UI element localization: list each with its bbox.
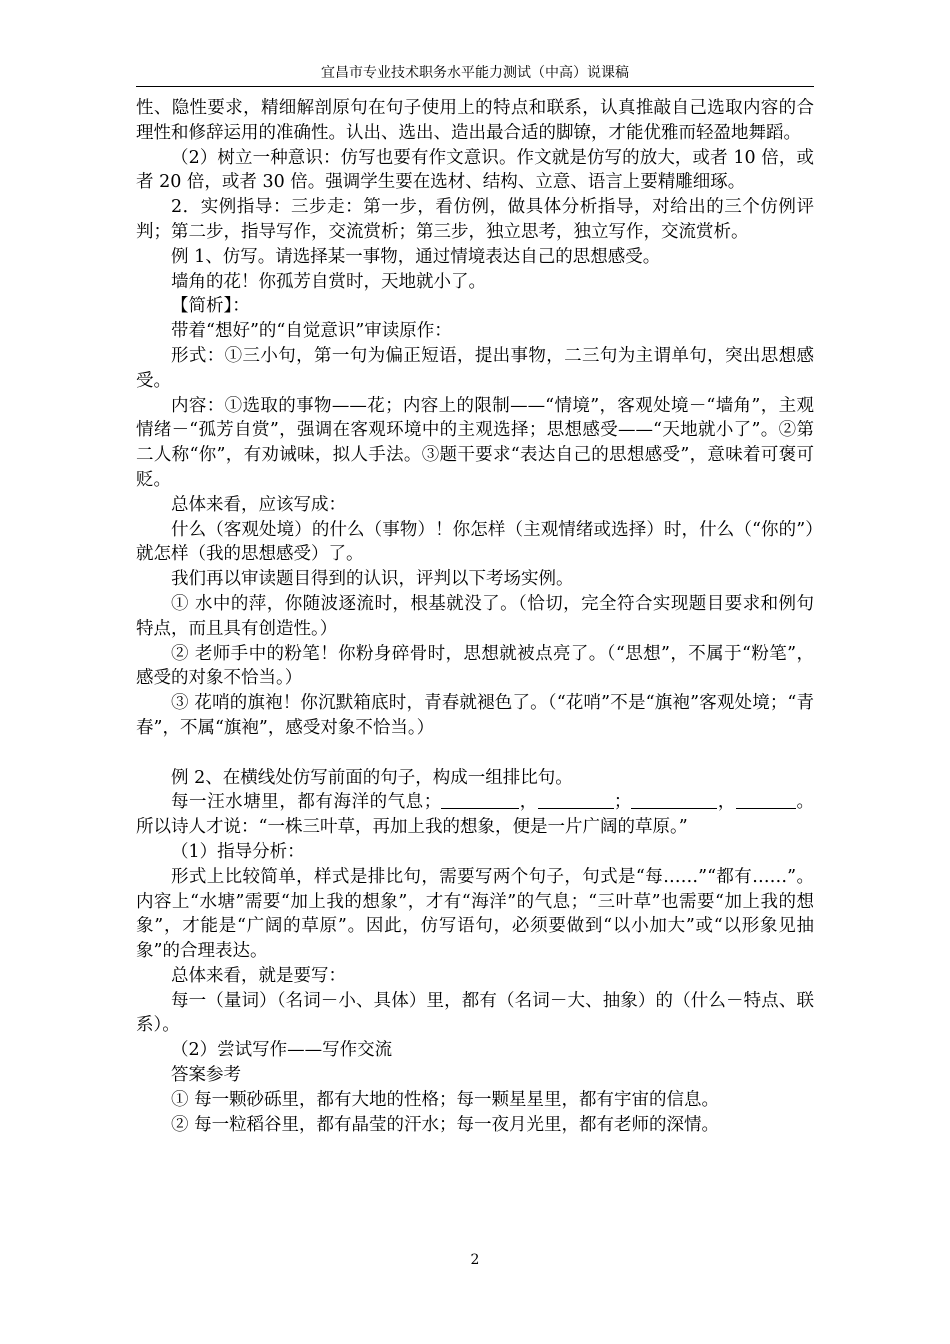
sentence-part: ；: [613, 792, 632, 813]
list-item: ② 老师手中的粉笔！你粉身碎骨时，思想就被点亮了。（“思想”，不属于“粉笔”，感受的对象不恰当。）: [136, 643, 814, 689]
paragraph: 带着“想好”的“自觉意识”审读原作：: [171, 321, 452, 342]
paragraph: 形式上比较简单，样式是排比句，需要写两个句子，句式是“每……”“都有……”。内容上“水塘”需要“加上我的想象”，才有“海洋”的气息；“三叶草”也需要“加上我的想象”，才能是“广阔的草原”。因此，仿写语句，必须要做到“以小加大”或“以形象见抽象”的合理表达。: [136, 866, 814, 962]
paragraph: 内容：①选取的事物——花；内容上的限制——“情境”，客观处境－“墙角”，主观情绪－“孤芳自赏”，强调在客观环境中的主观选择；思想感受——“天地就小了”。②第二人称“你”，有劝诫味，拟人手法。③题干要求“表达自己的思想感受”，意味着可褒可贬。: [136, 395, 814, 490]
example-1-sentence: 墙角的花！你孤芳自赏时，天地就小了。: [171, 271, 486, 292]
example-1-prompt: 例 1、仿写。请选择某一事物，通过情境表达自己的思想感受。: [171, 246, 661, 267]
paragraph: （1）指导分析：: [171, 841, 305, 862]
paragraph: 答案参考: [171, 1065, 241, 1086]
fill-blank: [736, 790, 796, 809]
page-number: 2: [470, 1252, 480, 1268]
sentence-part: ，: [519, 792, 538, 813]
example-2-prompt: 例 2、在横线处仿写前面的句子，构成一组排比句。: [171, 767, 573, 788]
paragraph: 每一（量词）（名词－小、具体）里，都有（名词－大、抽象）的（什么－特点、联系）。: [136, 990, 814, 1036]
example-2-sentence: [136, 790, 814, 840]
analysis-heading: 【简析】：: [171, 296, 250, 317]
list-item: ③ 花哨的旗袍！你沉默箱底时，青春就褪色了。（“花哨”不是“旗袍”客观处境；“青春”，不属“旗袍”，感受对象不恰当。）: [136, 693, 814, 738]
answer-item: ① 每一颗砂砾里，都有大地的性格；每一颗星星里，都有宇宙的信息。: [171, 1089, 720, 1110]
paragraph: 总体来看，应该写成：: [171, 494, 346, 515]
paragraph: （2）树立一种意识：仿写也要有作文意识。作文就是仿写的放大，或者 10 倍，或者 20 倍，或者 30 倍。强调学生要在选材、结构、立意、语言上要精雕细琢。: [136, 147, 814, 193]
fill-blank: [441, 790, 519, 809]
sentence-part: 。所以诗人才说：“一株三叶草，再加上我的想象，便是一片广阔的草原。”: [136, 792, 815, 838]
list-item: ① 水中的萍，你随波逐流时，根基就没了。（恰切，完全符合实现题目要求和例句特点，而且具有创造性。）: [136, 593, 814, 639]
header-divider: [136, 86, 814, 87]
paragraph: 性、隐性要求，精细解剖原句在句子使用上的特点和联系，认真推敲自己选取内容的合理性和修辞运用的准确性。认出、选出、造出最合适的脚镣，才能优雅而轻盈地舞蹈。: [136, 98, 814, 143]
spacer: [136, 741, 814, 766]
paragraph: （2）尝试写作——写作交流: [171, 1040, 393, 1061]
paragraph: 什么（客观处境）的什么（事物）！你怎样（主观情绪或选择）时，什么（“你的”）就怎样（我的思想感受）了。: [136, 519, 814, 565]
fill-blank: [631, 790, 717, 809]
answer-item: ② 每一粒稻谷里，都有晶莹的汗水；每一夜月光里，都有老师的深情。: [171, 1114, 720, 1135]
sentence-part: 每一汪水塘里，都有海洋的气息；: [171, 792, 442, 813]
paragraph: 形式：①三小句，第一句为偏正短语，提出事物，二三句为主谓单句，突出思想感受。: [136, 345, 814, 391]
page-header: 宜昌市专业技术职务水平能力测试（中高）说课稿: [321, 65, 629, 81]
paragraph: 我们再以审读题目得到的认识，评判以下考场实例。: [171, 569, 574, 590]
paragraph: 2．实例指导：三步走：第一步，看仿例，做具体分析指导，对给出的三个仿例评判；第二步，指导写作，交流赏析；第三步，独立思考，独立写作，交流赏析。: [136, 197, 814, 242]
paragraph: 总体来看，就是要写：: [171, 965, 346, 986]
document-body: [136, 96, 814, 1137]
fill-blank: [538, 790, 614, 809]
sentence-part: ，: [717, 792, 736, 813]
